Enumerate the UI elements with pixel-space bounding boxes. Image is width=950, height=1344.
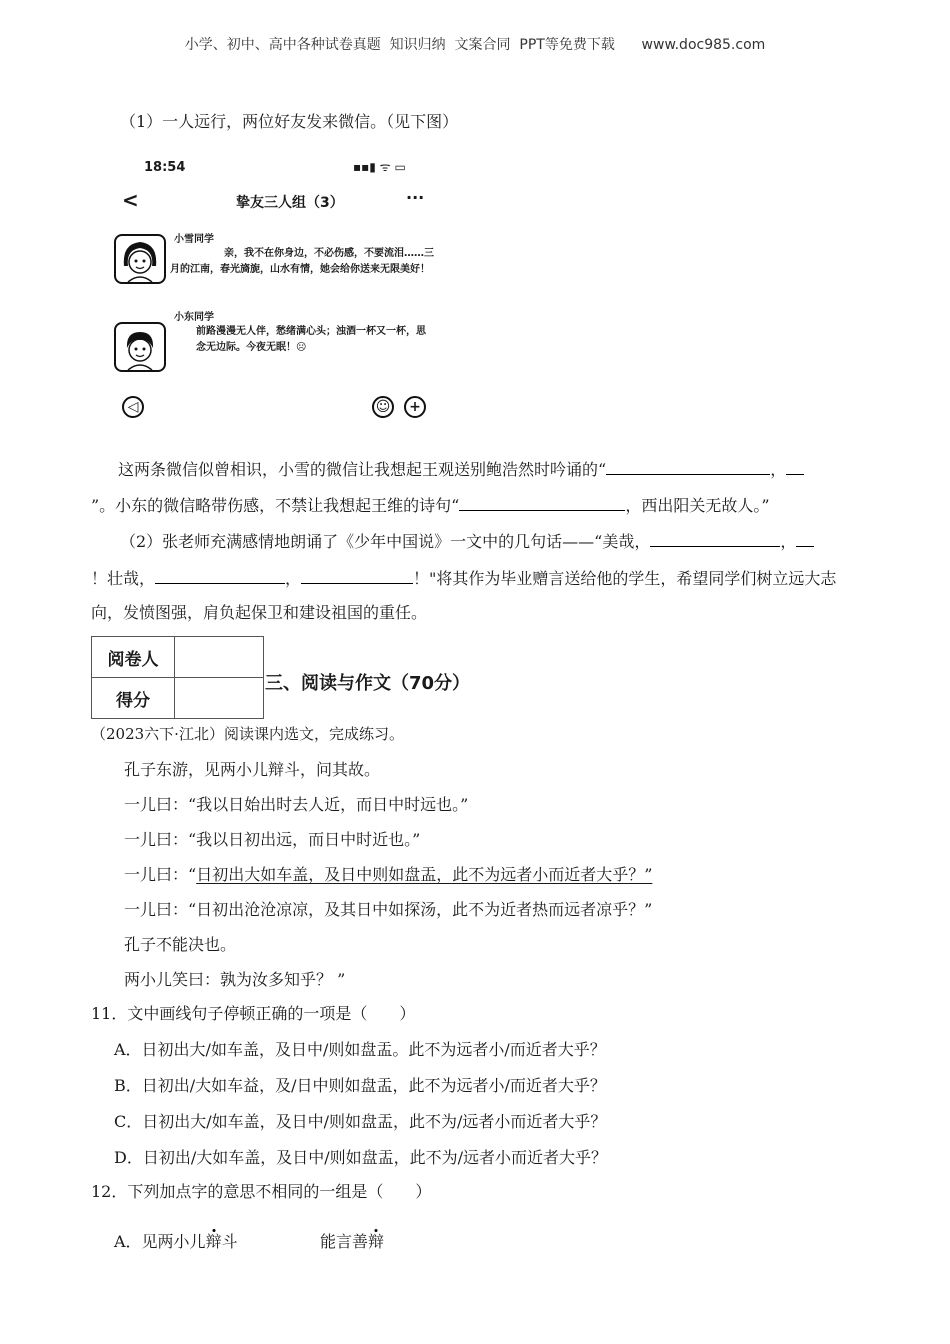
wechat-screenshot (108, 150, 438, 430)
more-icon: ··· (406, 188, 425, 207)
voice-icon: ◁ (122, 396, 144, 418)
answer-blank[interactable] (155, 567, 285, 584)
passage-line: 孔子东游，见两小儿辩斗，问其故。 (124, 760, 381, 779)
fill-text: ， (780, 532, 797, 551)
boy-avatar-icon (114, 322, 166, 372)
answer-blank[interactable] (650, 530, 780, 547)
q11-option-d[interactable]: D．日初出/大如车盖，及日中/则如盘盂，此不为/远者小而近者大乎？ (114, 1148, 608, 1167)
passage-line: 一儿曰：“日初出沧沧凉凉，及其日中如探汤，此不为近者热而远者凉乎？” (124, 900, 653, 919)
section-title: 三、阅读与作文（70分） (265, 673, 471, 694)
signal-wifi-battery-icon: ▪▪▮ ᯤ ▭ (353, 160, 406, 174)
passage-line-underlined (124, 865, 652, 885)
answer-blank[interactable] (459, 494, 625, 511)
chat-title: 挚友三人组（3） (236, 195, 344, 211)
girl-avatar-icon (114, 234, 166, 284)
message-1: 亲，我不在你身边，不必伤感，不要流泪……三月的江南，春光旖旎，山水有情，她会给你送来无限美好！ (170, 248, 434, 275)
fill-text: （2）张老师充满感情地朗诵了《少年中国说》一文中的几句话——“美哉， (120, 532, 651, 551)
question-12-stem: 12．下列加点字的意思不相同的一组是（ ） (91, 1182, 432, 1201)
q12-option-a-second (320, 1232, 384, 1252)
fill-line-4 (91, 567, 836, 589)
fill-line-3 (120, 530, 814, 552)
sender-name-2: 小东同学 (174, 312, 214, 323)
emoji-icon: ☺ (372, 396, 394, 418)
fill-text: ， (285, 569, 302, 588)
plus-icon: + (404, 396, 426, 418)
q11-option-c[interactable]: C．日初出大/如车盖，及日中/则如盘盂，此不为/远者小而近者大乎？ (114, 1112, 607, 1131)
reading-intro: （2023六下·江北）阅读课内选文，完成练习。 (91, 725, 404, 743)
answer-blank[interactable] (301, 567, 413, 584)
score-table (91, 636, 264, 719)
answer-blank[interactable] (796, 530, 814, 547)
passage-line: 一儿曰：“我以日始出时去人近，而日中时远也。” (124, 795, 469, 814)
grader-cell[interactable] (175, 637, 264, 678)
q11-option-b[interactable]: B．日初出/大如车益，及/日中则如盘盂，此不为远者小/而近者大乎？ (114, 1076, 606, 1095)
grader-label: 阅卷人 (92, 637, 175, 678)
fill-text: ， (770, 460, 787, 479)
message-2: 前路漫漫无人伴，愁绪满心头；浊酒一杯又一杯，思念无边际。今夜无眠！☹ (196, 326, 426, 353)
passage-line: 两小儿笑曰：孰为汝多知乎？ ” (124, 970, 346, 989)
score-label: 得分 (92, 678, 175, 719)
option-text: A．见两小儿 (114, 1232, 206, 1251)
q12-option-a[interactable] (114, 1232, 238, 1252)
fill-line-5: 向，发愤图强，肩负起保卫和建设祖国的重任。 (91, 603, 428, 622)
score-cell[interactable] (175, 678, 264, 719)
passage-prefix: 一儿曰：“ (124, 865, 197, 884)
fill-text: ！"将其作为毕业赠言送给他的学生，希望同学们树立远大志 (413, 569, 837, 588)
fill-text: ！壮哉， (91, 569, 156, 588)
passage-line: 一儿曰：“我以日初出远，而日中时近也。” (124, 830, 421, 849)
answer-blank[interactable] (786, 458, 804, 475)
q11-option-a[interactable]: A．日初出大/如车盖，及日中/则如盘盂。此不为远者小/而近者大乎？ (114, 1040, 606, 1059)
fill-line-2 (91, 494, 770, 516)
page-header: 小学、初中、高中各种试卷真题 知识归纳 文案合同 PPT等免费下载 www.doc985.com (184, 37, 766, 53)
dotted-char: 辩 (205, 1232, 222, 1251)
option-text: 能言善 (320, 1232, 369, 1251)
fill-text: ，西出阳关无故人。” (625, 496, 770, 515)
question-11-stem: 11．文中画线句子停顿正确的一项是（ ） (91, 1004, 416, 1023)
phone-time: 18:54 (144, 160, 186, 175)
passage-line: 孔子不能决也。 (124, 935, 237, 954)
question-1-intro: （1）一人远行，两位好友发来微信。（见下图） (120, 112, 459, 131)
fill-line-1 (118, 458, 804, 480)
answer-blank[interactable] (606, 458, 770, 475)
dotted-char: 辩 (368, 1232, 385, 1251)
back-arrow-icon: < (122, 188, 139, 212)
underlined-sentence: 日初出大如车盖，及日中则如盘盂，此不为远者小而近者大乎？” (196, 865, 653, 884)
option-text: 斗 (221, 1232, 238, 1251)
fill-text: ”。小东的微信略带伤感，不禁让我想起王维的诗句“ (91, 496, 460, 515)
sender-name-1: 小雪同学 (174, 234, 214, 245)
fill-text: 这两条微信似曾相识，小雪的微信让我想起王观送别鲍浩然时吟诵的“ (118, 460, 607, 479)
